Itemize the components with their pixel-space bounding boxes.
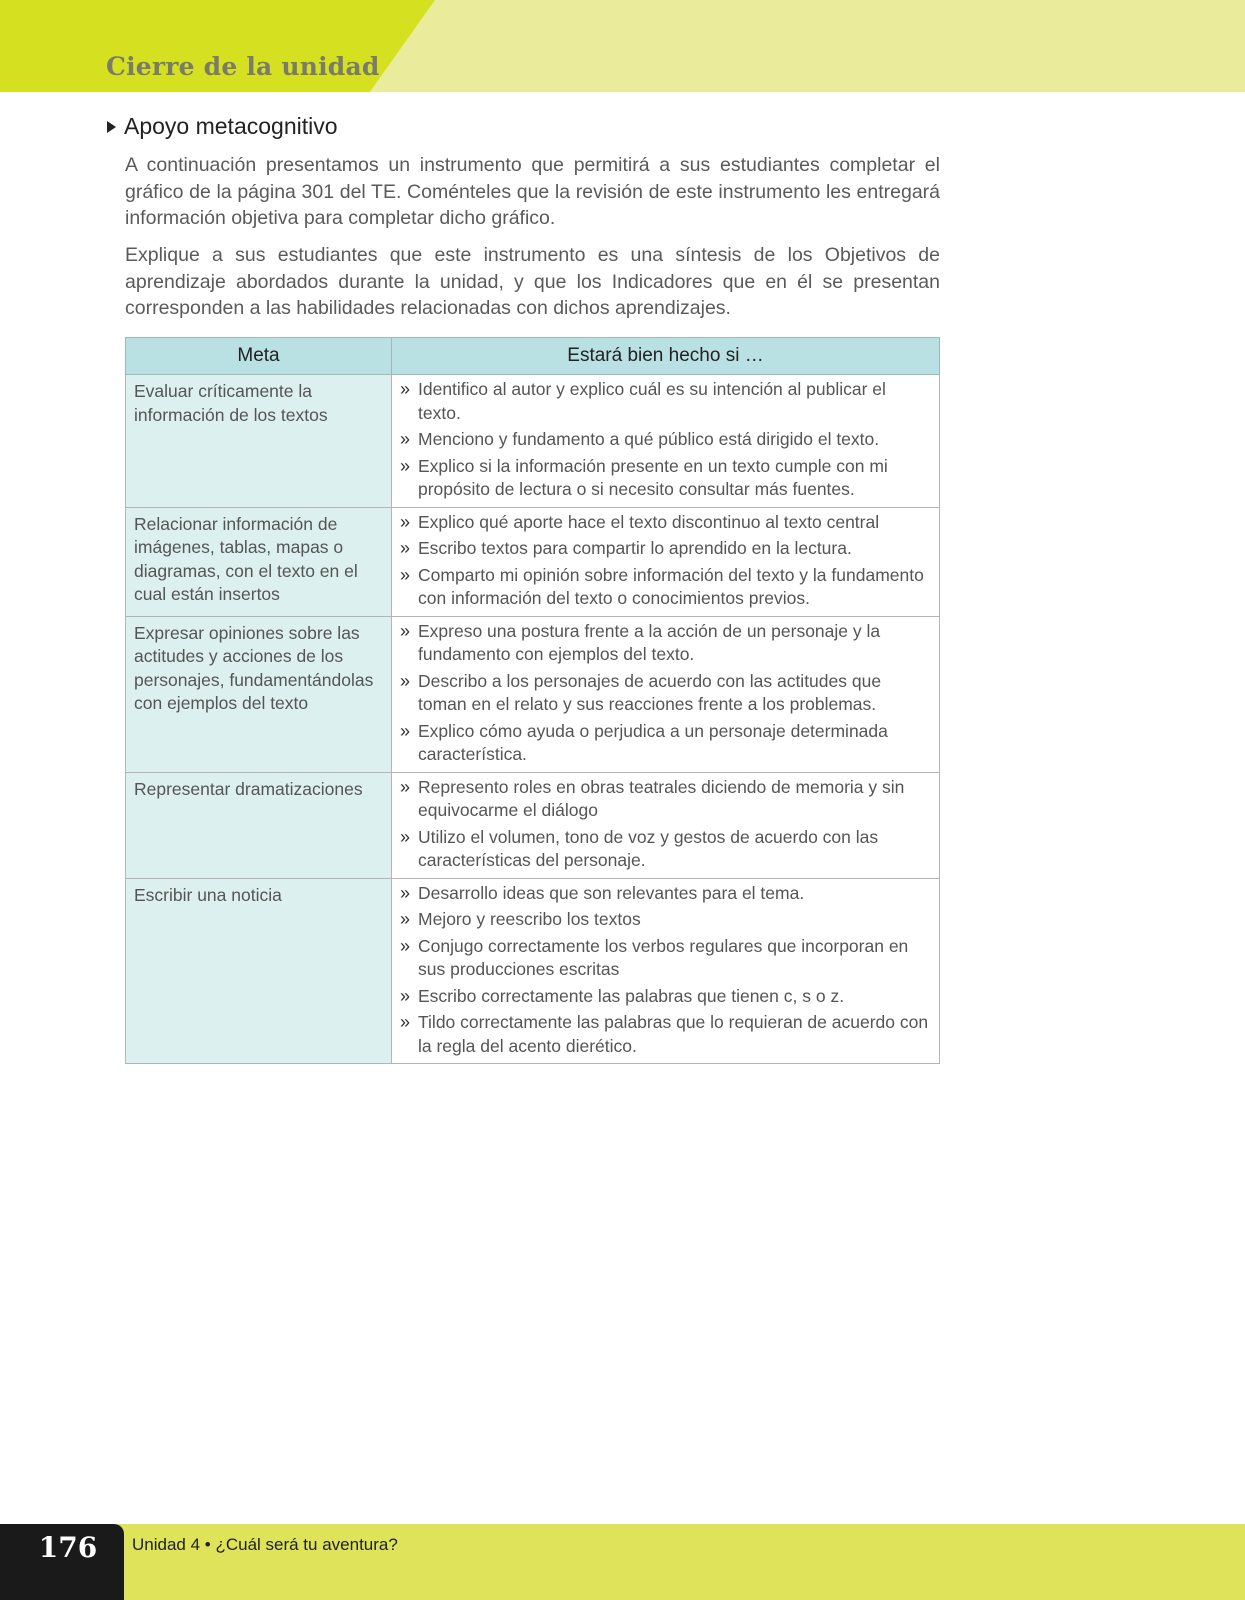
meta-cell: Escribir una noticia — [126, 878, 392, 1064]
table-row — [126, 772, 940, 878]
criteria-list — [400, 776, 931, 873]
footer-unit-text: Unidad 4 • ¿Cuál será tu aventura? — [132, 1535, 398, 1554]
chevron-double-right-icon: » — [400, 935, 411, 956]
chevron-double-right-icon: » — [400, 564, 411, 585]
criterion-text: Mejoro y reescribo los textos — [418, 909, 641, 929]
page-number: 176 — [38, 1531, 98, 1564]
list-item — [400, 428, 931, 452]
page-header-title: Cierre de la unidad — [106, 52, 380, 81]
meta-cell: Evaluar críticamente la información de los textos — [126, 375, 392, 508]
list-item — [400, 720, 931, 767]
criterion-text: Escribo textos para compartir lo aprendido en la lectura. — [418, 538, 852, 558]
table-row — [126, 507, 940, 616]
criterion-text: Represento roles en obras teatrales diciendo de memoria y sin equivocarme el diálogo — [418, 776, 905, 820]
intro-paragraph-2: Explique a sus estudiantes que este instrumento es una síntesis de los Objetivos de aprendizaje abordados durante la unidad, y que los Indicadores que en él se presentan corresponden a las habilidades relacionadas con dichos aprendizajes. — [125, 244, 940, 319]
chevron-double-right-icon: » — [400, 985, 411, 1006]
criterion-text: Explico cómo ayuda o perjudica a un personaje determinada característica. — [418, 720, 888, 764]
chevron-double-right-icon: » — [400, 882, 411, 903]
list-item — [400, 985, 931, 1009]
metacognitive-table — [125, 337, 940, 1064]
list-item — [400, 455, 931, 502]
meta-cell: Representar dramatizaciones — [126, 772, 392, 878]
header-criteria: Estará bien hecho si … — [392, 338, 940, 375]
chevron-double-right-icon: » — [400, 429, 411, 449]
list-item — [400, 882, 931, 906]
criteria-cell — [392, 507, 940, 616]
table-body — [126, 375, 940, 1064]
criterion-text: Explico qué aporte hace el texto discontinuo al texto central — [418, 511, 880, 532]
meta-cell: Expresar opiniones sobre las actitudes y acciones de los personajes, fundamentándolas con ejemplos del texto — [126, 616, 392, 772]
criterion-text: Comparto mi opinión sobre información del texto y la fundamento con información del texto o conocimientos previos. — [418, 564, 924, 608]
criteria-list — [400, 620, 931, 767]
criterion-text: Menciono y fundamento a qué público está dirigido el texto. — [418, 429, 880, 449]
list-item — [400, 776, 931, 823]
triangle-right-icon — [107, 121, 116, 133]
criterion-text: Tildo correctamente las palabras que lo requieran de acuerdo con la regla del acento dierético. — [418, 1012, 929, 1056]
list-item — [400, 537, 931, 561]
table-row — [126, 616, 940, 772]
chevron-double-right-icon: » — [400, 720, 411, 741]
chevron-double-right-icon: » — [400, 776, 411, 797]
criterion-text: Describo a los personajes de acuerdo con las actitudes que toman en el relato y sus reacciones frente a los problemas. — [418, 670, 882, 714]
criteria-cell — [392, 616, 940, 772]
list-item — [400, 511, 931, 535]
criterion-text: Utilizo el volumen, tono de voz y gestos de acuerdo con las características del personaje. — [418, 826, 879, 870]
section-heading — [107, 113, 338, 140]
list-item — [400, 1011, 931, 1058]
table-row — [126, 878, 940, 1064]
meta-cell: Relacionar información de imágenes, tablas, mapas o diagramas, con el texto en el cual están insertos — [126, 507, 392, 616]
list-item — [400, 826, 931, 873]
criterion-text: Expreso una postura frente a la acción de un personaje y la fundamento con ejemplos del texto. — [418, 620, 881, 664]
list-item — [400, 908, 931, 932]
chevron-double-right-icon: » — [400, 1012, 411, 1032]
chevron-double-right-icon: » — [400, 538, 411, 558]
criterion-text: Escribo correctamente las palabras que tienen c, s o z. — [418, 985, 845, 1006]
criteria-list — [400, 511, 931, 611]
chevron-double-right-icon: » — [400, 511, 411, 532]
criteria-cell — [392, 772, 940, 878]
chevron-double-right-icon: » — [400, 670, 411, 691]
chevron-double-right-icon: » — [400, 379, 411, 399]
header-meta: Meta — [126, 338, 392, 375]
list-item — [400, 378, 931, 425]
chevron-double-right-icon: » — [400, 826, 411, 847]
chevron-double-right-icon: » — [400, 455, 411, 476]
table-header-row — [126, 338, 940, 375]
criterion-text: Conjugo correctamente los verbos regulares que incorporan en sus producciones escritas — [418, 935, 909, 979]
criteria-cell — [392, 878, 940, 1064]
criteria-list — [400, 378, 931, 502]
criteria-cell — [392, 375, 940, 508]
criterion-text: Explico si la información presente en un texto cumple con mi propósito de lectura o si necesito consultar más fuentes. — [418, 455, 888, 499]
list-item — [400, 564, 931, 611]
criterion-text: Desarrollo ideas que son relevantes para el tema. — [418, 882, 805, 903]
intro-paragraph-1: A continuación presentamos un instrumento que permitirá a sus estudiantes completar el gráfico de la página 301 del TE. Coménteles que la revisión de este instrumento les entregará información objetiva para completar dicho gráfico. — [125, 154, 940, 229]
table-row — [126, 375, 940, 508]
list-item — [400, 935, 931, 982]
list-item — [400, 620, 931, 667]
list-item — [400, 670, 931, 717]
criterion-text: Identifico al autor y explico cuál es su intención al publicar el texto. — [418, 379, 886, 423]
chevron-double-right-icon: » — [400, 909, 411, 929]
chevron-double-right-icon: » — [400, 620, 411, 641]
section-heading-text: Apoyo metacognitivo — [124, 113, 338, 139]
criteria-list — [400, 882, 931, 1059]
